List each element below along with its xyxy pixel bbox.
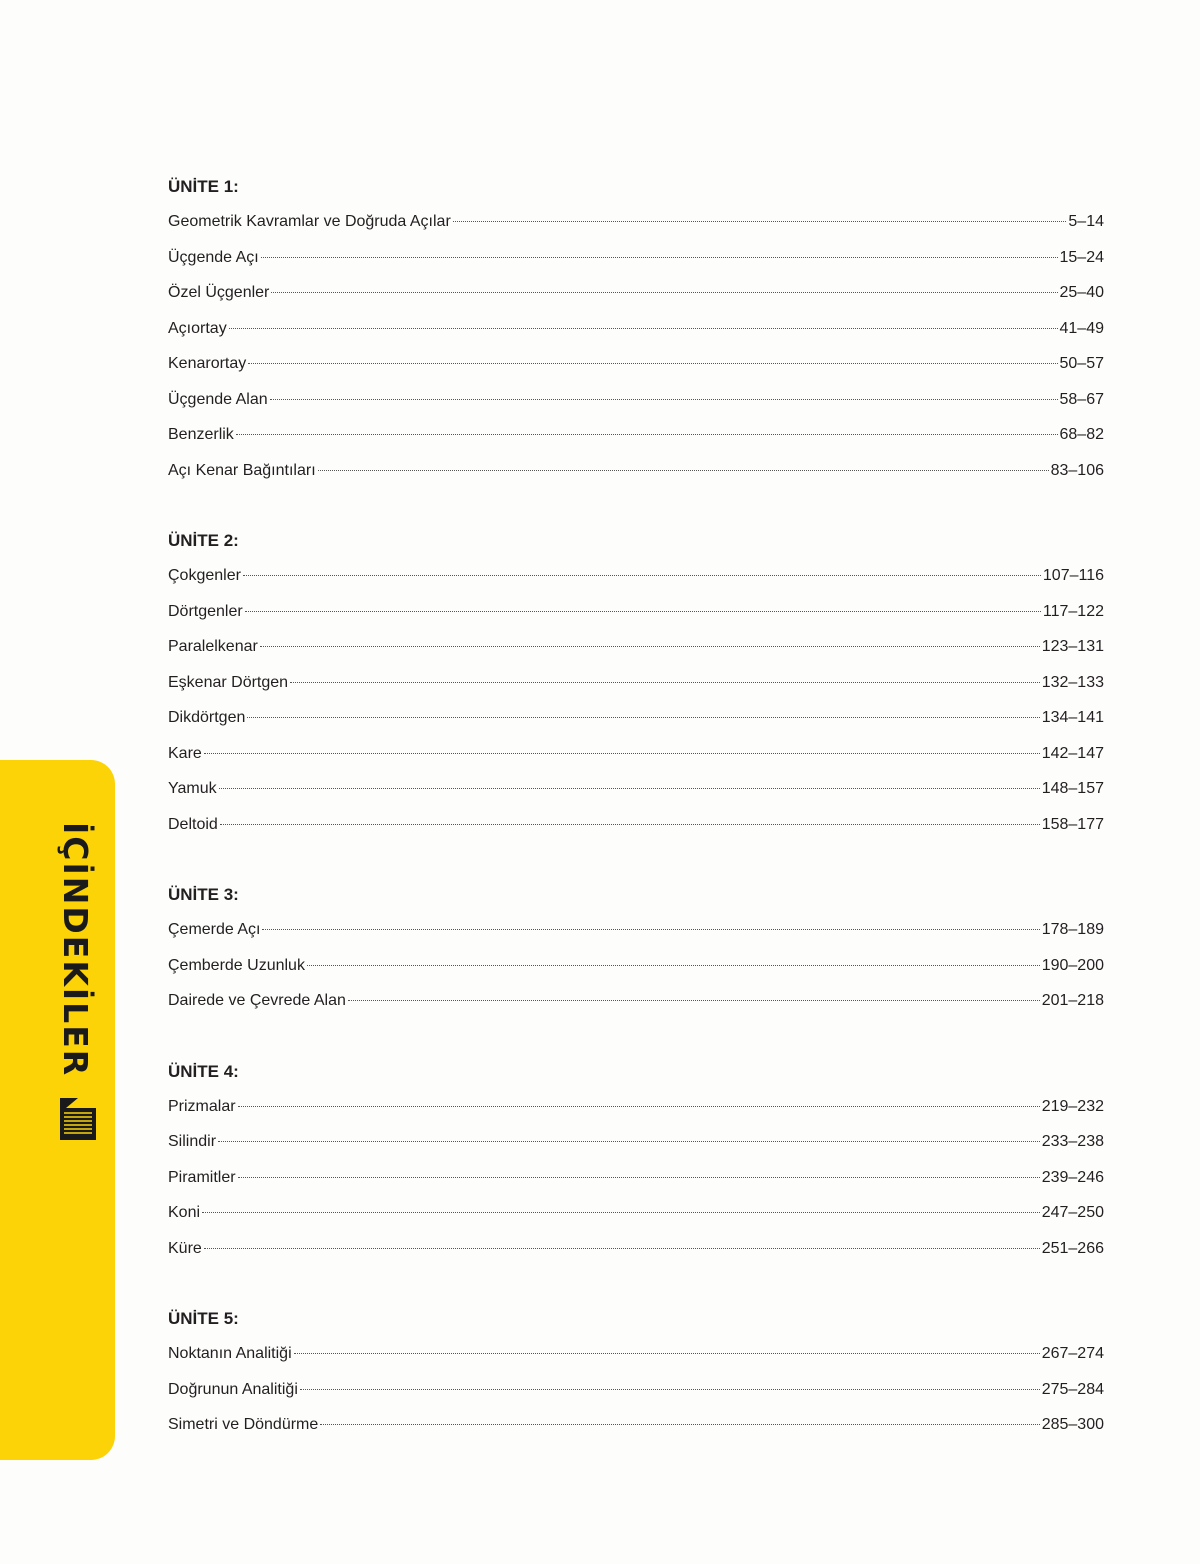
entry-pages: 201–218 [1041, 992, 1104, 1009]
entry-pages: 5–14 [1068, 213, 1104, 230]
entry-pages: 190–200 [1041, 956, 1104, 974]
toc-entry [168, 245, 1104, 281]
dot-leader [270, 399, 1058, 400]
toc-entry [168, 917, 1104, 953]
entry-title: Piramitler [168, 1168, 236, 1186]
unit-heading: ÜNİTE 4: [168, 1061, 239, 1081]
toc-entry [168, 563, 1104, 599]
toc-entry [168, 387, 1104, 423]
entry-pages: 148–157 [1041, 780, 1104, 797]
entry-pages: 267–274 [1041, 1345, 1104, 1362]
dot-leader [202, 1212, 1040, 1213]
entry-pages: 50–57 [1059, 355, 1104, 372]
entry-pages: 219–232 [1041, 1097, 1104, 1115]
entry-title: Doğrunun Analitiği [168, 1380, 298, 1398]
entry-pages: 251–266 [1041, 1239, 1104, 1257]
entry-pages: 178–189 [1041, 921, 1104, 938]
dot-leader [204, 1248, 1040, 1249]
entry-pages: 275–284 [1041, 1380, 1104, 1398]
entry-title: Geometrik Kavramlar ve Doğruda Açılar [168, 213, 451, 230]
dot-leader [245, 611, 1041, 612]
dot-leader [248, 363, 1057, 364]
entry-title: Simetri ve Döndürme [168, 1416, 319, 1433]
toc-entry [168, 705, 1104, 741]
dot-leader [262, 929, 1039, 930]
unit-section [168, 1306, 1104, 1448]
dot-leader [238, 1106, 1040, 1107]
dot-leader [218, 1141, 1040, 1142]
toc-entry [168, 634, 1104, 670]
dot-leader [247, 717, 1039, 718]
unit-section [168, 528, 1104, 847]
toc-entry [168, 1094, 1104, 1130]
dot-leader [261, 257, 1058, 258]
dot-leader [236, 434, 1058, 435]
entry-title: Çemerde Açı [168, 921, 261, 938]
unit-heading: ÜNİTE 5: [168, 1309, 239, 1328]
toc-entry [168, 599, 1104, 635]
dot-leader [294, 1353, 1040, 1354]
entry-title: Çemberde Uzunluk [168, 956, 305, 974]
entry-pages: 247–250 [1041, 1204, 1104, 1221]
toc-entry [168, 458, 1104, 494]
entry-title: Açıortay [168, 319, 227, 337]
toc-entry [168, 1129, 1104, 1165]
entry-pages: 41–49 [1059, 319, 1104, 337]
dot-leader [300, 1389, 1040, 1390]
entry-title: Dörtgenler [168, 602, 243, 620]
dot-leader [238, 1177, 1040, 1178]
entry-pages: 123–131 [1041, 638, 1104, 655]
unit-section [168, 882, 1104, 1024]
entry-title: Deltoid [168, 815, 218, 833]
entry-title: Silindir [168, 1133, 217, 1150]
dot-leader [271, 292, 1057, 293]
entry-pages: 158–177 [1041, 815, 1104, 833]
sidebar-title: İÇİNDEKİLER [56, 822, 95, 1078]
entry-title: Noktanın Analitiği [168, 1345, 292, 1362]
entry-pages: 132–133 [1041, 673, 1104, 691]
unit-section [168, 1059, 1104, 1272]
entry-title: Özel Üçgenler [168, 284, 270, 301]
dot-leader [229, 328, 1058, 329]
toc-entry [168, 988, 1104, 1024]
entry-title: Dikdörtgen [168, 709, 246, 726]
entry-pages: 107–116 [1042, 567, 1104, 584]
dot-leader [243, 575, 1041, 576]
dot-leader [307, 965, 1040, 966]
dot-leader [204, 753, 1040, 754]
entry-title: Çokgenler [168, 567, 241, 584]
entry-pages: 239–246 [1041, 1168, 1104, 1186]
toc-entry [168, 776, 1104, 812]
toc-entry [168, 1341, 1104, 1377]
dot-leader [260, 646, 1040, 647]
entry-pages: 58–67 [1059, 390, 1104, 408]
toc-entry [168, 209, 1104, 245]
entry-title: Dairede ve Çevrede Alan [168, 992, 346, 1009]
dot-leader [318, 470, 1049, 471]
toc-entry [168, 1236, 1104, 1272]
toc-entry [168, 422, 1104, 458]
dot-leader [320, 1424, 1039, 1425]
entry-pages: 134–141 [1041, 709, 1104, 726]
dot-leader [290, 682, 1040, 683]
unit-heading: ÜNİTE 1: [168, 177, 239, 196]
entry-pages: 117–122 [1042, 602, 1104, 620]
book-icon [56, 1092, 98, 1142]
entry-title: Prizmalar [168, 1097, 236, 1115]
dot-leader [453, 221, 1067, 222]
entry-title: Eşkenar Dörtgen [168, 673, 289, 691]
unit-section [168, 174, 1104, 493]
dot-leader [219, 788, 1040, 789]
toc-entry [168, 316, 1104, 352]
entry-title: Küre [168, 1239, 202, 1257]
entry-pages: 285–300 [1041, 1416, 1104, 1433]
entry-pages: 25–40 [1059, 284, 1104, 301]
dot-leader [220, 824, 1040, 825]
entry-title: Üçgende Alan [168, 390, 268, 408]
entry-title: Açı Kenar Bağıntıları [168, 461, 316, 479]
table-of-contents [168, 174, 1104, 1483]
unit-heading: ÜNİTE 2: [168, 531, 239, 550]
toc-entry [168, 351, 1104, 387]
entry-pages: 15–24 [1059, 248, 1104, 266]
entry-title: Paralelkenar [168, 638, 258, 655]
unit-heading: ÜNİTE 3: [168, 885, 239, 904]
entry-pages: 233–238 [1041, 1133, 1104, 1150]
entry-title: Yamuk [168, 780, 217, 797]
toc-entry [168, 741, 1104, 777]
toc-entry [168, 1165, 1104, 1201]
entry-title: Üçgende Açı [168, 248, 259, 266]
toc-entry [168, 812, 1104, 848]
toc-entry [168, 1412, 1104, 1448]
entry-pages: 68–82 [1059, 426, 1104, 443]
toc-entry [168, 953, 1104, 989]
entry-title: Kenarortay [168, 355, 247, 372]
toc-entry [168, 280, 1104, 316]
toc-entry [168, 670, 1104, 706]
entry-pages: 142–147 [1041, 744, 1104, 762]
entry-title: Koni [168, 1204, 201, 1221]
dot-leader [348, 1000, 1040, 1001]
entry-title: Kare [168, 744, 202, 762]
toc-entry [168, 1377, 1104, 1413]
entry-pages: 83–106 [1050, 461, 1104, 479]
toc-entry [168, 1200, 1104, 1236]
entry-title: Benzerlik [168, 426, 234, 443]
